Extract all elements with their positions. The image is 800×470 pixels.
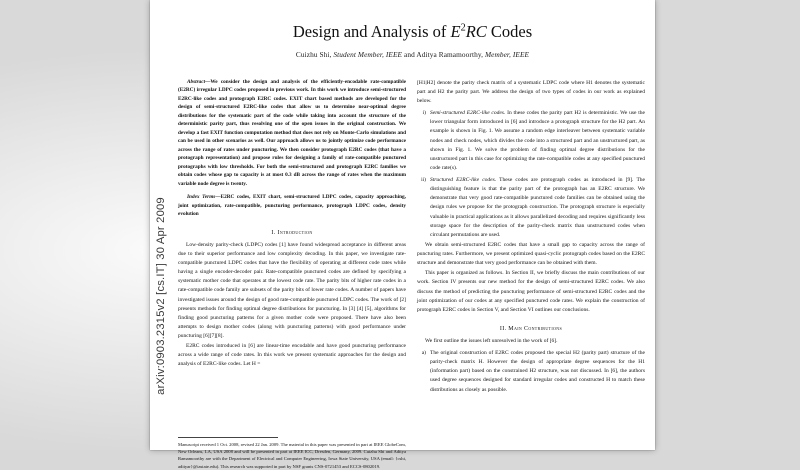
arxiv-stamp <box>146 0 176 450</box>
section-heading-introduction: I. Introduction <box>271 229 313 236</box>
list-item <box>417 349 645 395</box>
list-item-i-body: In these codes the parity part H2 is deterministic. We use the lower triangular form introduced in [6] and introduce a protograph structure for the H2 part. An example is shown in Fig. 1. We assume a random edge interleaver between systematic variable nodes and check nodes, which divides the code into a structured part and an unstructured part, as shown in Fig. 1. We solve the problem of finding optimal degree distributions for the unstructured part in this case for optimizing the rate-compatible codes at any specified punctured code rate(s). <box>430 110 645 171</box>
column-spacer <box>178 370 406 432</box>
organization-paragraph: This paper is organized as follows. In Section II, we briefly discuss the main contributions of our work. Section IV presents our new method for the design of semi-structured E2RC codes. We also discuss the method of predicting the puncturing performance of semi-structured E2RC codes and the joint optimization of our codes at any specified punctured code rates. We explain the construction of protograph E2RC codes in Section V, and Section VI outlines our conclusions. <box>417 270 645 313</box>
index-terms-paragraph <box>178 193 406 219</box>
two-column-body <box>176 78 649 470</box>
section-heading-main-contributions: II. Main Contributions <box>499 325 563 332</box>
abstract-label: Abstract— <box>187 78 211 85</box>
title-text-pre: Design and Analysis of <box>292 22 451 41</box>
list-item-marker-ii: ii) <box>421 177 426 184</box>
footnote-rule <box>178 437 278 438</box>
list-item-marker-i: i) <box>422 110 426 117</box>
right-column <box>417 78 645 470</box>
intro-paragraph-2: E2RC codes introduced in [6] are linear-time encodable and have good puncturing performance across a wide range of code rates. In this work we present systematic approaches for the design and analysis of E2RC-like codes. Let H = <box>178 343 406 368</box>
author-one-role: Student Member, IEEE <box>333 49 403 59</box>
results-paragraph: We obtain semi-structured E2RC codes that have a small gap to capacity across the range of puncturing rates. Furthermore, we present optimized quasi-cyclic protograph codes based on the E2RC structure and demonstrate that very good performance can be obtained with them. <box>417 241 645 267</box>
arxiv-stamp-text: arXiv:0903.2315v2 [cs.IT] 30 Apr 2009 <box>155 197 167 395</box>
right-continued-paragraph: [H1|H2] denote the parity check matrix of a systematic LDPC code where H1 denotes the systematic part and H2 the parity part. We address the design of two types of codes in our work as explained below. <box>417 79 645 105</box>
abstract-paragraph <box>178 78 406 189</box>
page-title <box>186 22 639 42</box>
intro-paragraph-1: Low-density parity-check (LDPC) codes [1] have found widespread acceptance in different areas due to their superior performance and low complexity decoding. In this paper, we investigate rate-compatible punctured LDPC codes that have the flexibility of operating at different code rates while having a single encoder-decoder pair. Rate-compatible punctured codes are defined by specifying a systematic mother code that operates at the lowest code rate. The parity bits of higher rate codes in a rate-compatible code family are subsets of the parity bits of lower rate codes. A number of papers have investigated issues around the design of good rate-compatible punctured LDPC codes. The work of [2] presents methods for finding optimal degree distributions for puncturing. In [3] [4] [5], algorithms for finding good puncturing patterns for a given mother code were proposed. There have also been attempts to design mother codes (along with puncturing patterns) with good performance under puncturing [6][7][8]. <box>178 241 406 340</box>
list-item-ii-lead: Structured E2RC-like codes. <box>430 177 497 184</box>
left-column <box>178 78 406 470</box>
list-item <box>417 176 645 240</box>
list-item-text-ii <box>430 176 645 240</box>
list-item-i-lead: Semi-structured E2RC-like codes. <box>430 110 506 117</box>
index-terms-label: Index Terms— <box>187 194 221 201</box>
list-item-ii-body: These codes are protograph codes as introduced in [9]. The distinguishing feature is that the parity part of the protograph has an E2RC structure. We demonstrate that very good rate-compatible punctured code families can be obtained using the design rules we propose for the protograph construction. The protograph structure is especially valuable in practical applications as it allows parallelized decoding and requires significantly less storage space for the description of the parity-check matrix than unstructured codes when circulant permutations are used. <box>430 177 645 238</box>
pdf-page <box>150 0 655 469</box>
page-content <box>176 0 649 469</box>
title-math-e: E <box>450 22 461 41</box>
index-terms-body: E2RC codes, EXIT chart, semi-structured LDPC codes, capacity approaching, joint optimization, rate-compatible, puncturing performance, protograph LDPC codes, density evolution <box>178 194 406 218</box>
list-item-text-i <box>430 109 645 173</box>
list-item-marker-a: a) <box>421 350 426 357</box>
title-math-exponent: 2 <box>460 22 466 34</box>
abstract-body: We consider the design and analysis of the efficiently-encodable rate-compatible (E2RC) irregular LDPC codes proposed in previous work. In this work we introduce semi-structured E2RC-like codes and protograph E2RC codes. EXIT chart based methods are developed for the design of semi-structured E2RC-like codes that allow us to determine near-optimal degree distributions for the systematic part of the code while taking into account the structure of the deterministic parity part, thus resolving one of the open issues in the original construction. We develop a fast EXIT function computation method that does not rely on Monte-Carlo simulations and can be used in other scenarios as well. Our approach allows us to jointly optimize code performance across the range of rates under puncturing. We then consider protograph E2RC codes (that have a protograph representation) and propose rules for designing a family of rate-compatible punctured protographs with low thresholds. For both the semi-structured and protograph E2RC families we obtain codes whose gap to capacity is at most 0.3 dB across the range of rates when the maximum variable node degree is twenty. <box>178 78 406 187</box>
contributions-intro: We first outline the issues left unresolved in the work of [6]. <box>425 337 558 344</box>
author-two-role: Member, IEEE <box>484 49 530 59</box>
title-math-rc: RC <box>465 22 487 41</box>
title-text-post: Codes <box>486 22 533 41</box>
author-one-name: Cuizhu Shi, <box>295 49 334 59</box>
list-item-text-a: The original construction of E2RC codes proposed the special H2 (parity part) structure of the parity-check matrix H. However the design of appropriate degree sequences for the H1 (information part) based on the constrained H2 structure, was not discussed. In [6], the authors used degree sequences designed for standard irregular codes and constructed H to match these distributions as closely as possible. <box>430 350 645 393</box>
list-item <box>417 109 645 173</box>
author-conjunction: and Aditya Ramamoorthy, <box>402 49 485 59</box>
author-line <box>176 50 649 59</box>
manuscript-footnote: Manuscript received 1 Oct. 2008, revised 22 Jan. 2009. The material in this paper was presented in part at IEEE GlobeCom, New Orleans, LA, USA 2008 and will be presented in part at IEEE ICC, Dresden, Germany, 2009. Cuizhu Shi and Aditya Ramamoorthy are with the Department of Electrical and Computer Engineering, Iowa State University, USA (email: {cshi, adityar}@iastate.edu). This research was supported in part by NSF grants CNS-0721453 and ECCS-0802019. <box>178 442 406 469</box>
